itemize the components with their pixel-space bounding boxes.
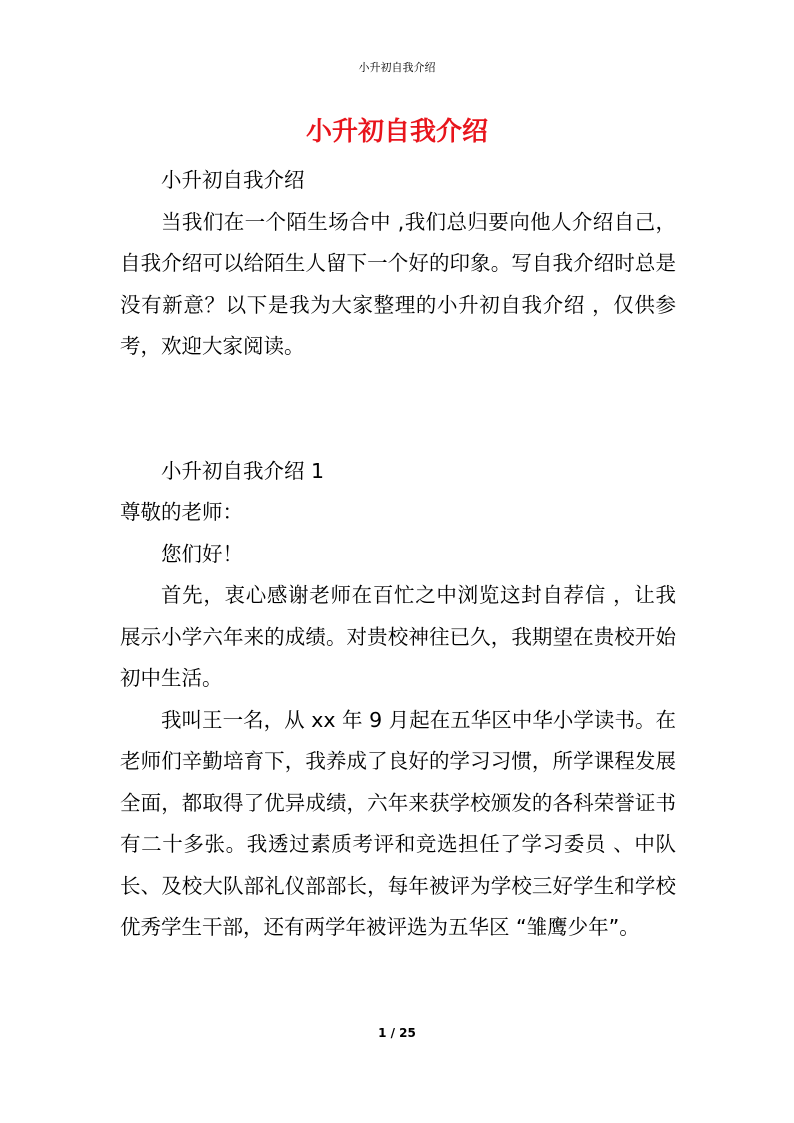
letter-greeting: 您们好！ <box>161 541 243 566</box>
intro-paragraph: 当我们在一个陌生场合中 ,我们总归要向他人介绍自己，自我介绍可以给陌生人留下一个好的印象。写自我介绍时总是没有新意？以下是我为大家整理的小升初自我介绍 ，仅供参考，欢迎大家阅读。 <box>120 209 676 358</box>
page-indicator: 1 / 25 <box>378 1026 416 1040</box>
section-heading: 小升初自我介绍 1 <box>161 458 325 483</box>
section-spacer <box>120 368 676 451</box>
letter-salutation: 尊敬的老师： <box>120 500 243 524</box>
document-title: 小升初自我介绍 <box>305 117 488 147</box>
running-header: 小升初自我介绍 <box>358 61 436 74</box>
document-subtitle: 小升初自我介绍 <box>161 168 305 192</box>
document-body <box>120 160 676 949</box>
body-paragraph: 首先，衷心感谢老师在百忙之中浏览这封自荐信 ，让我展示小学六年来的成绩。对贵校神往已久，我期望在贵校开始初中生活。 <box>120 583 676 690</box>
body-paragraph: 我叫王一名，从 xx 年 9 月起在五华区中华小学读书。在老师们辛勤培育下，我养成了良好的学习习惯，所学课程发展全面，都取得了优异成绩，六年来获学校颁发的各科荣誉证书有二十多张。我透过素质考评和竞选担任了学习委员 、中队长、及校大队部礼仪部部长，每年被评为学校三好学生和学校优秀学生干部，还有两学年被评选为五华区 “雏鹰少年”。 <box>120 707 676 939</box>
